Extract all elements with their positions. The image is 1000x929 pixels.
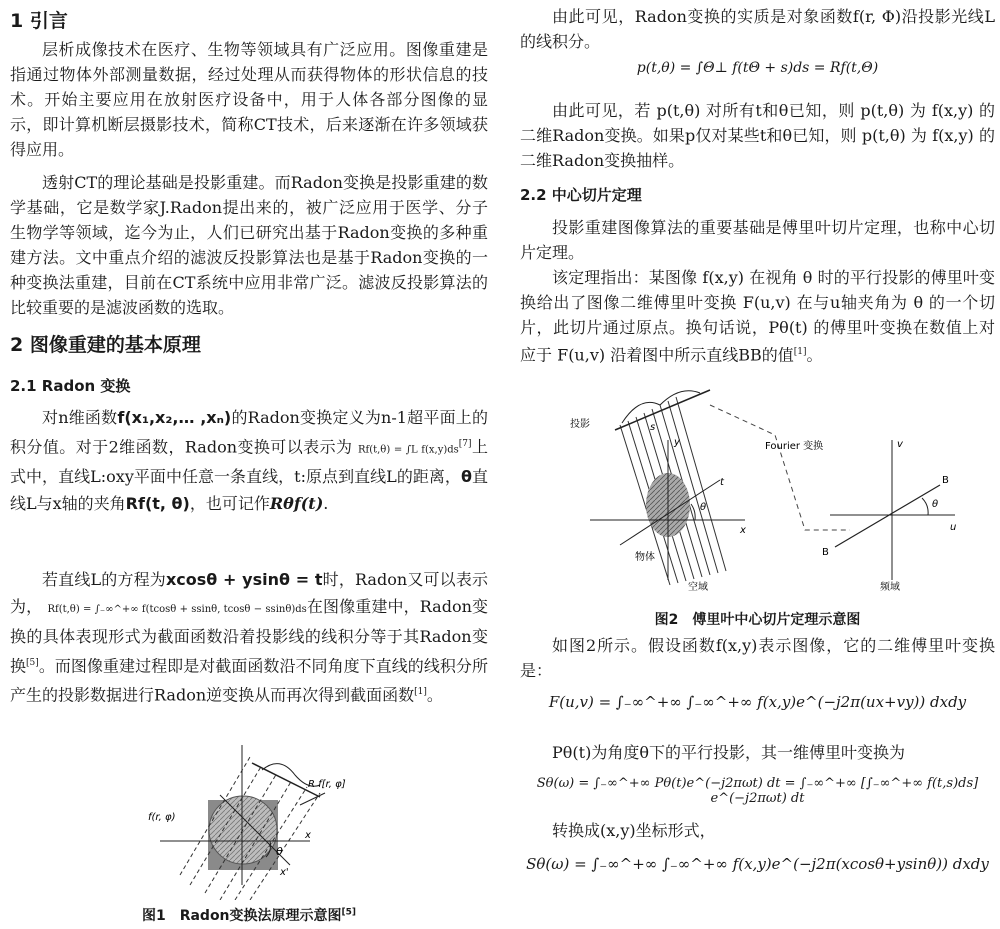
right-p4-citation: [1]: [793, 347, 807, 357]
right-p4-text-a: 该定理指出：某图像 f(x,y) 在视角 θ 时的平行投影的傅里叶变换给出了图像二维傅里叶变换 F(u,v) 在与u轴夹角为 θ 的一个切片，此切片通过原点。换句话说，Pθ(t) 的傅里叶变换在数值上对应于 F(u,v) 沿着图中所示直线BB的值: [520, 268, 995, 365]
radon-p2-text-d: 。而图像重建过程即是对截面函数沿不同角度下直线的线积分所产生的投影数据进行Radon逆变换从而再次得到截面函数: [10, 656, 488, 705]
radon-p1-text-d: 直线L与x轴的夹角: [10, 467, 488, 514]
intro-paragraph-2: 透射CT的理论基础是投影重建。而Radon变换是投影重建的数学基础，它是数学家J.Radon提出来的，被广泛应用于医学、分子生物学等领域，迄今为止，人们已研究出基于Radon变换的多种重建方法。文中重点介绍的滤波反投影算法也是基于Radon变换的一种变换法重建，目前在CT系统中应用非常广泛。滤波反投影算法的比较重要的是滤波函数的选取。: [10, 173, 488, 317]
figure-2-label-x: x: [740, 525, 746, 536]
radon-p2-text-b: 时，Radon又可以表示为，: [10, 570, 488, 616]
figure-2-caption: 图2 傅里叶中心切片定理示意图: [654, 612, 861, 628]
figure-2-label-y: y: [674, 437, 680, 448]
radon-p1-text-f: .: [323, 494, 329, 514]
equation-xy-form: Sθ(ω) = ∫₋∞^+∞ ∫₋∞^+∞ f(x,y)e^(−j2π(xcosθ+ysinθ)) dxdy: [526, 855, 989, 873]
figure-2-label-frequency-domain: 频域: [880, 582, 900, 593]
equation-1d-fourier: Sθ(ω) = ∫₋∞^+∞ Pθ(t)e^(−j2πωt) dt = ∫₋∞^+∞ [∫₋∞^+∞ f(t,s)ds] e^(−j2πωt) dt: [536, 776, 979, 806]
radon-p1-function: f(x₁,x₂,… ,xₙ): [117, 408, 232, 427]
heading-principle: 2 图像重建的基本原理: [10, 334, 201, 356]
figure-2-label-b-lower: B: [822, 547, 829, 558]
radon-p2-citation-1: [5]: [26, 658, 39, 668]
right-paragraph-1: 由此可见，Radon变换的实质是对象函数f(r, Φ)沿投影光线L的线积分。: [520, 7, 995, 51]
right-paragraph-2: 由此可见，若 p(t,θ) 对所有t和θ已知，则 p(t,θ) 为 f(x,y) 的二维Radon变换。如果p仅对某些t和θ已知，则 p(t,θ) 为 f(x,y) 的二维Radon变换抽样。: [520, 101, 995, 170]
figure-2-label-space-domain: 空域: [688, 582, 708, 593]
figure-2-label-u: u: [950, 522, 957, 533]
radon-p1-citation: [7]: [458, 439, 472, 449]
radon-p2-text-a: 若直线L的方程为: [42, 570, 166, 589]
figure-2-fourier-connector: [710, 405, 850, 530]
figure-2-frequency-domain: [822, 439, 956, 593]
intro-paragraph-1: 层析成像技术在医疗、生物等领域具有广泛应用。图像重建是指通过物体外部测量数据，经过处理从而获得物体的形状信息的技术。开始主要应用在放射医疗设备中，用于人体各部分图像的显示，即计算机断层摄影技术，简称CT技术，后来逐渐在许多领域获得应用。: [10, 40, 488, 159]
heading-radon-transform: 2.1 Radon 变换: [10, 377, 131, 395]
right-paragraph-4: [520, 265, 995, 367]
radon-p1-text-b: 的Radon变换定义为n-1超平面上的积分值。对于2维函数，Radon变换可以表示为: [10, 408, 488, 457]
right-paragraph-5: 如图2所示。假设函数f(x,y)表示图像，它的二维傅里叶变换是：: [520, 636, 995, 680]
radon-p2-text-c: 在图像重建中，Radon变换的具体表现形式为截面函数沿着投影线的线积分等于其Radon变换: [10, 597, 488, 676]
figure-1-label-theta: θ: [276, 845, 283, 858]
figure-2-label-fourier: Fourier 变换: [765, 441, 824, 452]
figure-2-freq-angle-arc: [922, 498, 928, 515]
right-paragraph-3: 投影重建图像算法的重要基础是傅里叶切片定理，也称中心切片定理。: [520, 218, 995, 262]
radon-p2-citation-2: [1]: [414, 687, 427, 698]
figure-1-label-rf: R f[r, φ]: [308, 779, 346, 790]
heading-introduction: 1 引言: [10, 10, 68, 32]
figure-2-slice-theorem-diagram: [560, 385, 980, 595]
figure-1-caption-text: 图1 Radon变换法原理示意图: [141, 908, 342, 924]
equation-2d-fourier: F(u,v) = ∫₋∞^+∞ ∫₋∞^+∞ f(x,y)e^(−j2π(ux+vy)) dxdy: [548, 693, 967, 711]
right-paragraph-7: 转换成(x,y)坐标形式，: [552, 821, 716, 840]
right-paragraph-6: Pθ(t)为角度θ下的平行投影，其一维傅里叶变换为: [552, 743, 905, 762]
figure-1-citation: [5]: [341, 907, 357, 918]
radon-p2-line-equation: xcosθ + ysinθ = t: [165, 570, 323, 589]
figure-1-rf-arrow: [300, 793, 325, 805]
figure-1-label-f: f(r, φ): [148, 812, 176, 823]
radon-p1-text-c: 上式中，直线L:oxy平面中任意一条直线，t:原点到直线L的距离，: [10, 437, 488, 487]
right-p4-text-b: 。: [806, 345, 823, 365]
figure-2-bb-line: [835, 485, 940, 547]
radon-p1-equation: Rf(t,θ) = ∫L f(x,y)ds: [357, 444, 459, 456]
figure-1-label-xprime: x': [280, 867, 289, 878]
figure-1-caption: [10, 905, 488, 925]
figure-2-label-object: 物体: [635, 552, 655, 563]
heading-central-slice: 2.2 中心切片定理: [520, 186, 642, 204]
figure-2-label-projection: 投影: [570, 419, 590, 430]
figure-2-label-t: t: [720, 477, 724, 488]
radon-paragraph-2: [10, 566, 488, 709]
figure-2-label-freq-theta: θ: [932, 499, 939, 510]
radon-p1-alt-notation: Rθf(t): [269, 494, 324, 514]
figure-2-detector: [615, 390, 710, 430]
figure-1-radon-diagram: [130, 735, 370, 900]
figure-2-label-v: v: [897, 439, 903, 450]
figure-2-space-domain: [570, 390, 746, 593]
figure-2-label-theta: θ: [700, 502, 707, 513]
radon-p1-theta: θ: [460, 467, 472, 487]
radon-p1-text-e: ，也可记作: [189, 494, 270, 514]
figure-2-label-s: s: [650, 422, 656, 433]
radon-p1-text-a: 对n维函数: [42, 408, 118, 427]
radon-p2-text-e: 。: [426, 685, 443, 705]
radon-p1-rf: Rf(t, θ): [125, 494, 190, 514]
figure-2-label-b-upper: B: [942, 475, 949, 486]
radon-paragraph-1: [10, 404, 488, 517]
figure-1-label-x: x: [305, 830, 311, 841]
equation-projection: p(t,θ) = ∫Θ⊥ f(tΘ + s)ds = Rf(t,Θ): [636, 60, 879, 76]
radon-p2-equation: Rf(t,θ) = ∫₋∞^+∞ f(tcosθ + ssinθ, tcosθ − ssinθ)ds: [47, 604, 307, 615]
